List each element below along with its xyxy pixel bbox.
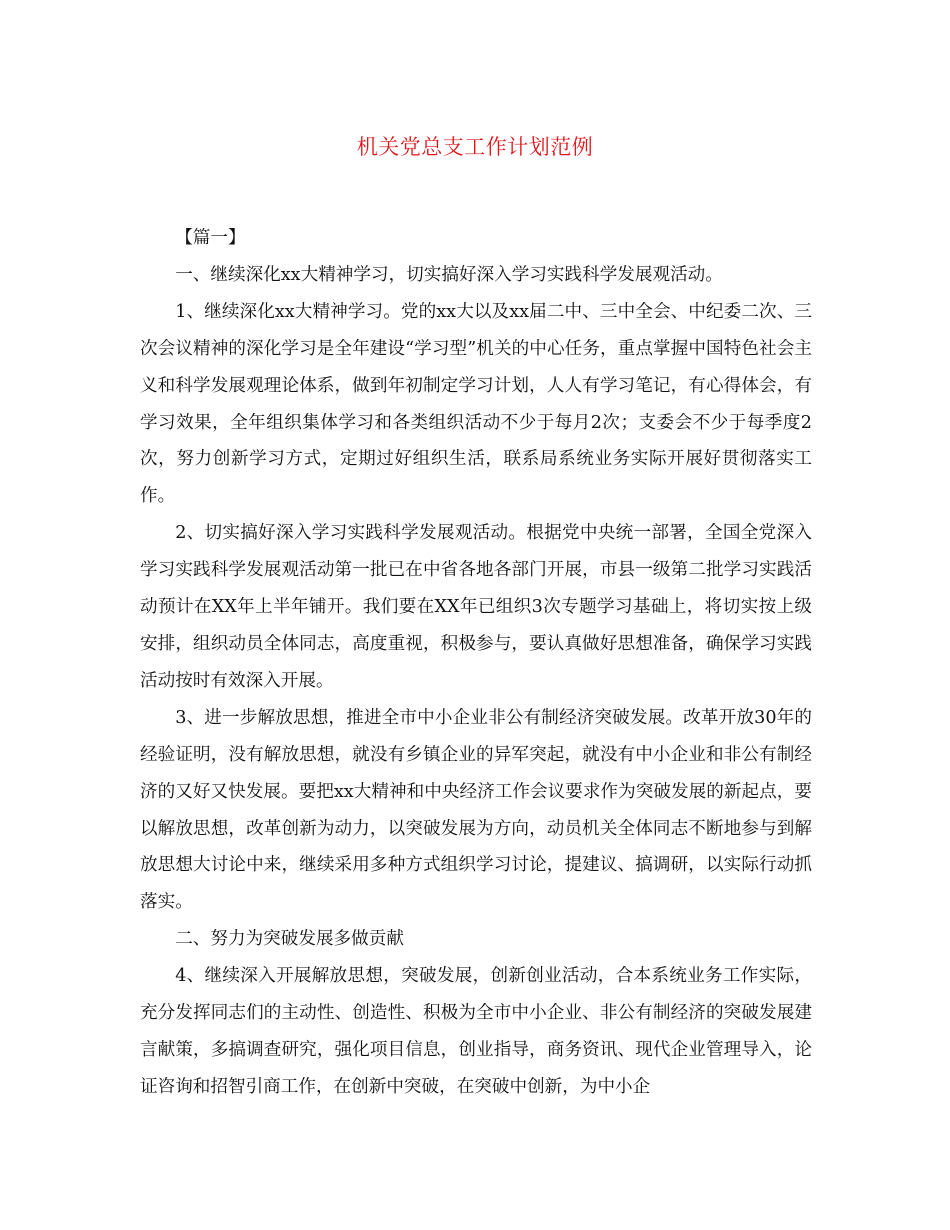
section-heading: 一、继续深化xx大精神学习，切实搞好深入学习实践科学发展观活动。: [175, 264, 723, 285]
body-paragraph: 1、继续深化xx大精神学习。党的xx大以及xx届二中、三中全会、中纪委二次、三次会议精神的深化学习是全年建设“学习型”机关的中心任务，重点掌握中国特色社会主义和科学发展观理论体系，做到年初制定学习计划，人人有学习笔记，有心得体会，有学习效果，全年组织集体学习和各类组织活动不少于每月2次；支委会不少于每季度2次，努力创新学习方式，定期过好组织生活，联系局系统业务实际开展好贯彻落实工作。: [140, 301, 812, 507]
body-paragraph: 2、切实搞好深入学习实践科学发展观活动。根据党中央统一部署，全国全党深入学习实践科学发展观活动第一批已在中省各地各部门开展，市县一级第二批学习实践活动预计在XX年上半年铺开。我们要在XX年已组织3次专题学习基础上，将切实按上级安排，组织动员全体同志，高度重视，积极参与，要认真做好思想准备，确保学习实践活动按时有效深入开展。: [140, 523, 812, 691]
document-title: 机关党总支工作计划范例: [356, 135, 594, 159]
body-paragraph: 4、继续深入开展解放思想，突破发展，创新创业活动，合本系统业务工作实际，充分发挥同志们的主动性、创造性、积极为全市中小企业、非公有制经济的突破发展建言献策，多搞调查研究，强化项目信息，创业指导，商务资讯、现代企业管理导入，论证咨询和招智引商工作，在创新中突破，在突破中创新，为中小企: [140, 966, 812, 1097]
section-heading: 二、努力为突破发展多做贡献: [175, 929, 404, 950]
document-body: [140, 220, 812, 1106]
body-paragraph: 3、进一步解放思想，推进全市中小企业非公有制经济突破发展。改革开放30年的经验证明，没有解放思想，就没有乡镇企业的异军突起，就没有中小企业和非公有制经济的又好又快发展。要把xx大精神和中央经济工作会议要求作为突破发展的新起点，要以解放思想，改革创新为动力，以突破发展为方向，动员机关全体同志不断地参与到解放思想大讨论中来，继续采用多种方式组织学习讨论，提建议、搞调研，以实际行动抓落实。: [140, 707, 812, 913]
section-marker: 【篇一】: [175, 228, 246, 248]
